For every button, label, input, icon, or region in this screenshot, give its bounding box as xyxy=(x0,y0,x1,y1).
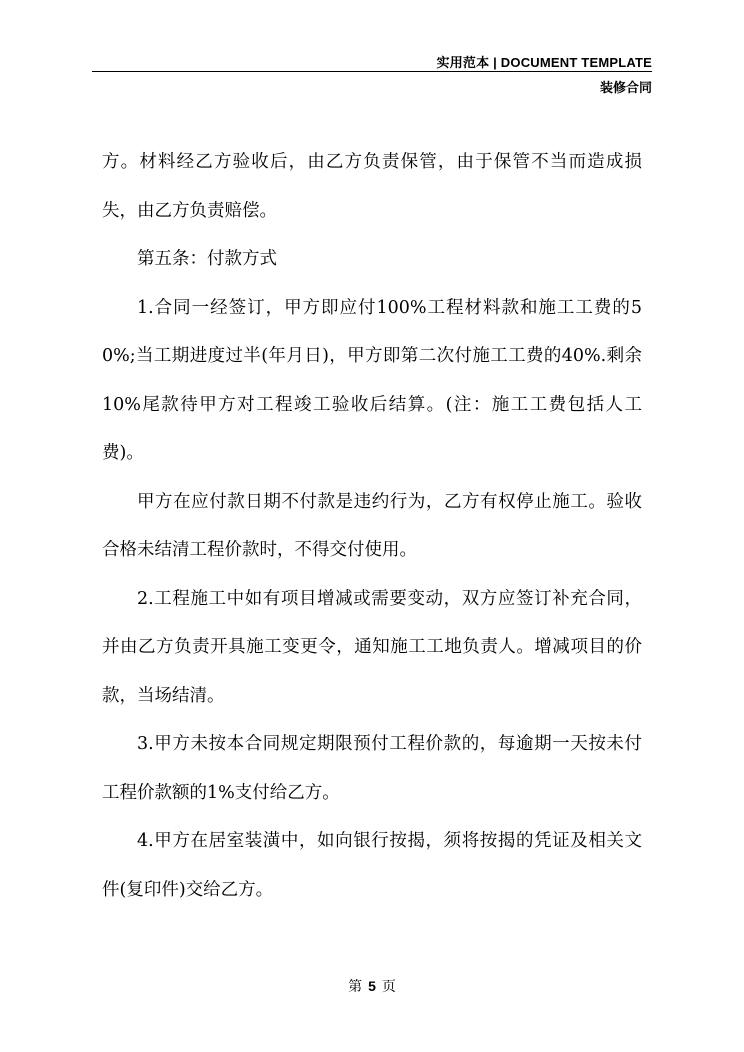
paragraph-clause-4: 4.甲方在居室装潢中，如向银行按揭，须将按揭的凭证及相关文件(复印件)交给乙方。 xyxy=(102,831,642,900)
page-prefix: 第 xyxy=(348,979,363,995)
header-divider xyxy=(92,71,652,72)
article-heading: 第五条：付款方式 xyxy=(137,249,277,269)
page-header xyxy=(92,50,652,95)
page-suffix: 页 xyxy=(381,979,396,995)
page-number: 5 xyxy=(368,978,376,994)
document-body xyxy=(102,138,642,914)
header-title: 实用范本 | DOCUMENT TEMPLATE xyxy=(436,55,652,70)
paragraph-clause-2: 2.工程施工中如有项目增减或需要变动，双方应签订补充合同，并由乙方负责开具施工变更令，通知施工工地负责人。增减项目的价款，当场结清。 xyxy=(102,588,642,706)
paragraph-continuation: 方。材料经乙方验收后，由乙方负责保管，由于保管不当而造成损失，由乙方负责赔偿。 xyxy=(102,152,642,221)
paragraph-late-payment: 甲方在应付款日期不付款是违约行为，乙方有权停止施工。验收合格未结清工程价款时，不得交付使用。 xyxy=(102,491,642,560)
page-footer xyxy=(0,976,744,996)
paragraph-clause-3: 3.甲方未按本合同规定期限预付工程价款的，每逾期一天按未付工程价款额的1%支付给乙方。 xyxy=(102,734,642,803)
paragraph-clause-1: 1.合同一经签订，甲方即应付100%工程材料款和施工工费的50%;当工期进度过半(年月日)，甲方即第二次付施工工费的40%.剩余10%尾款待甲方对工程竣工验收后结算。(注：施工工费包括人工费)。 xyxy=(102,297,642,463)
header-subtitle: 装修合同 xyxy=(599,80,652,95)
